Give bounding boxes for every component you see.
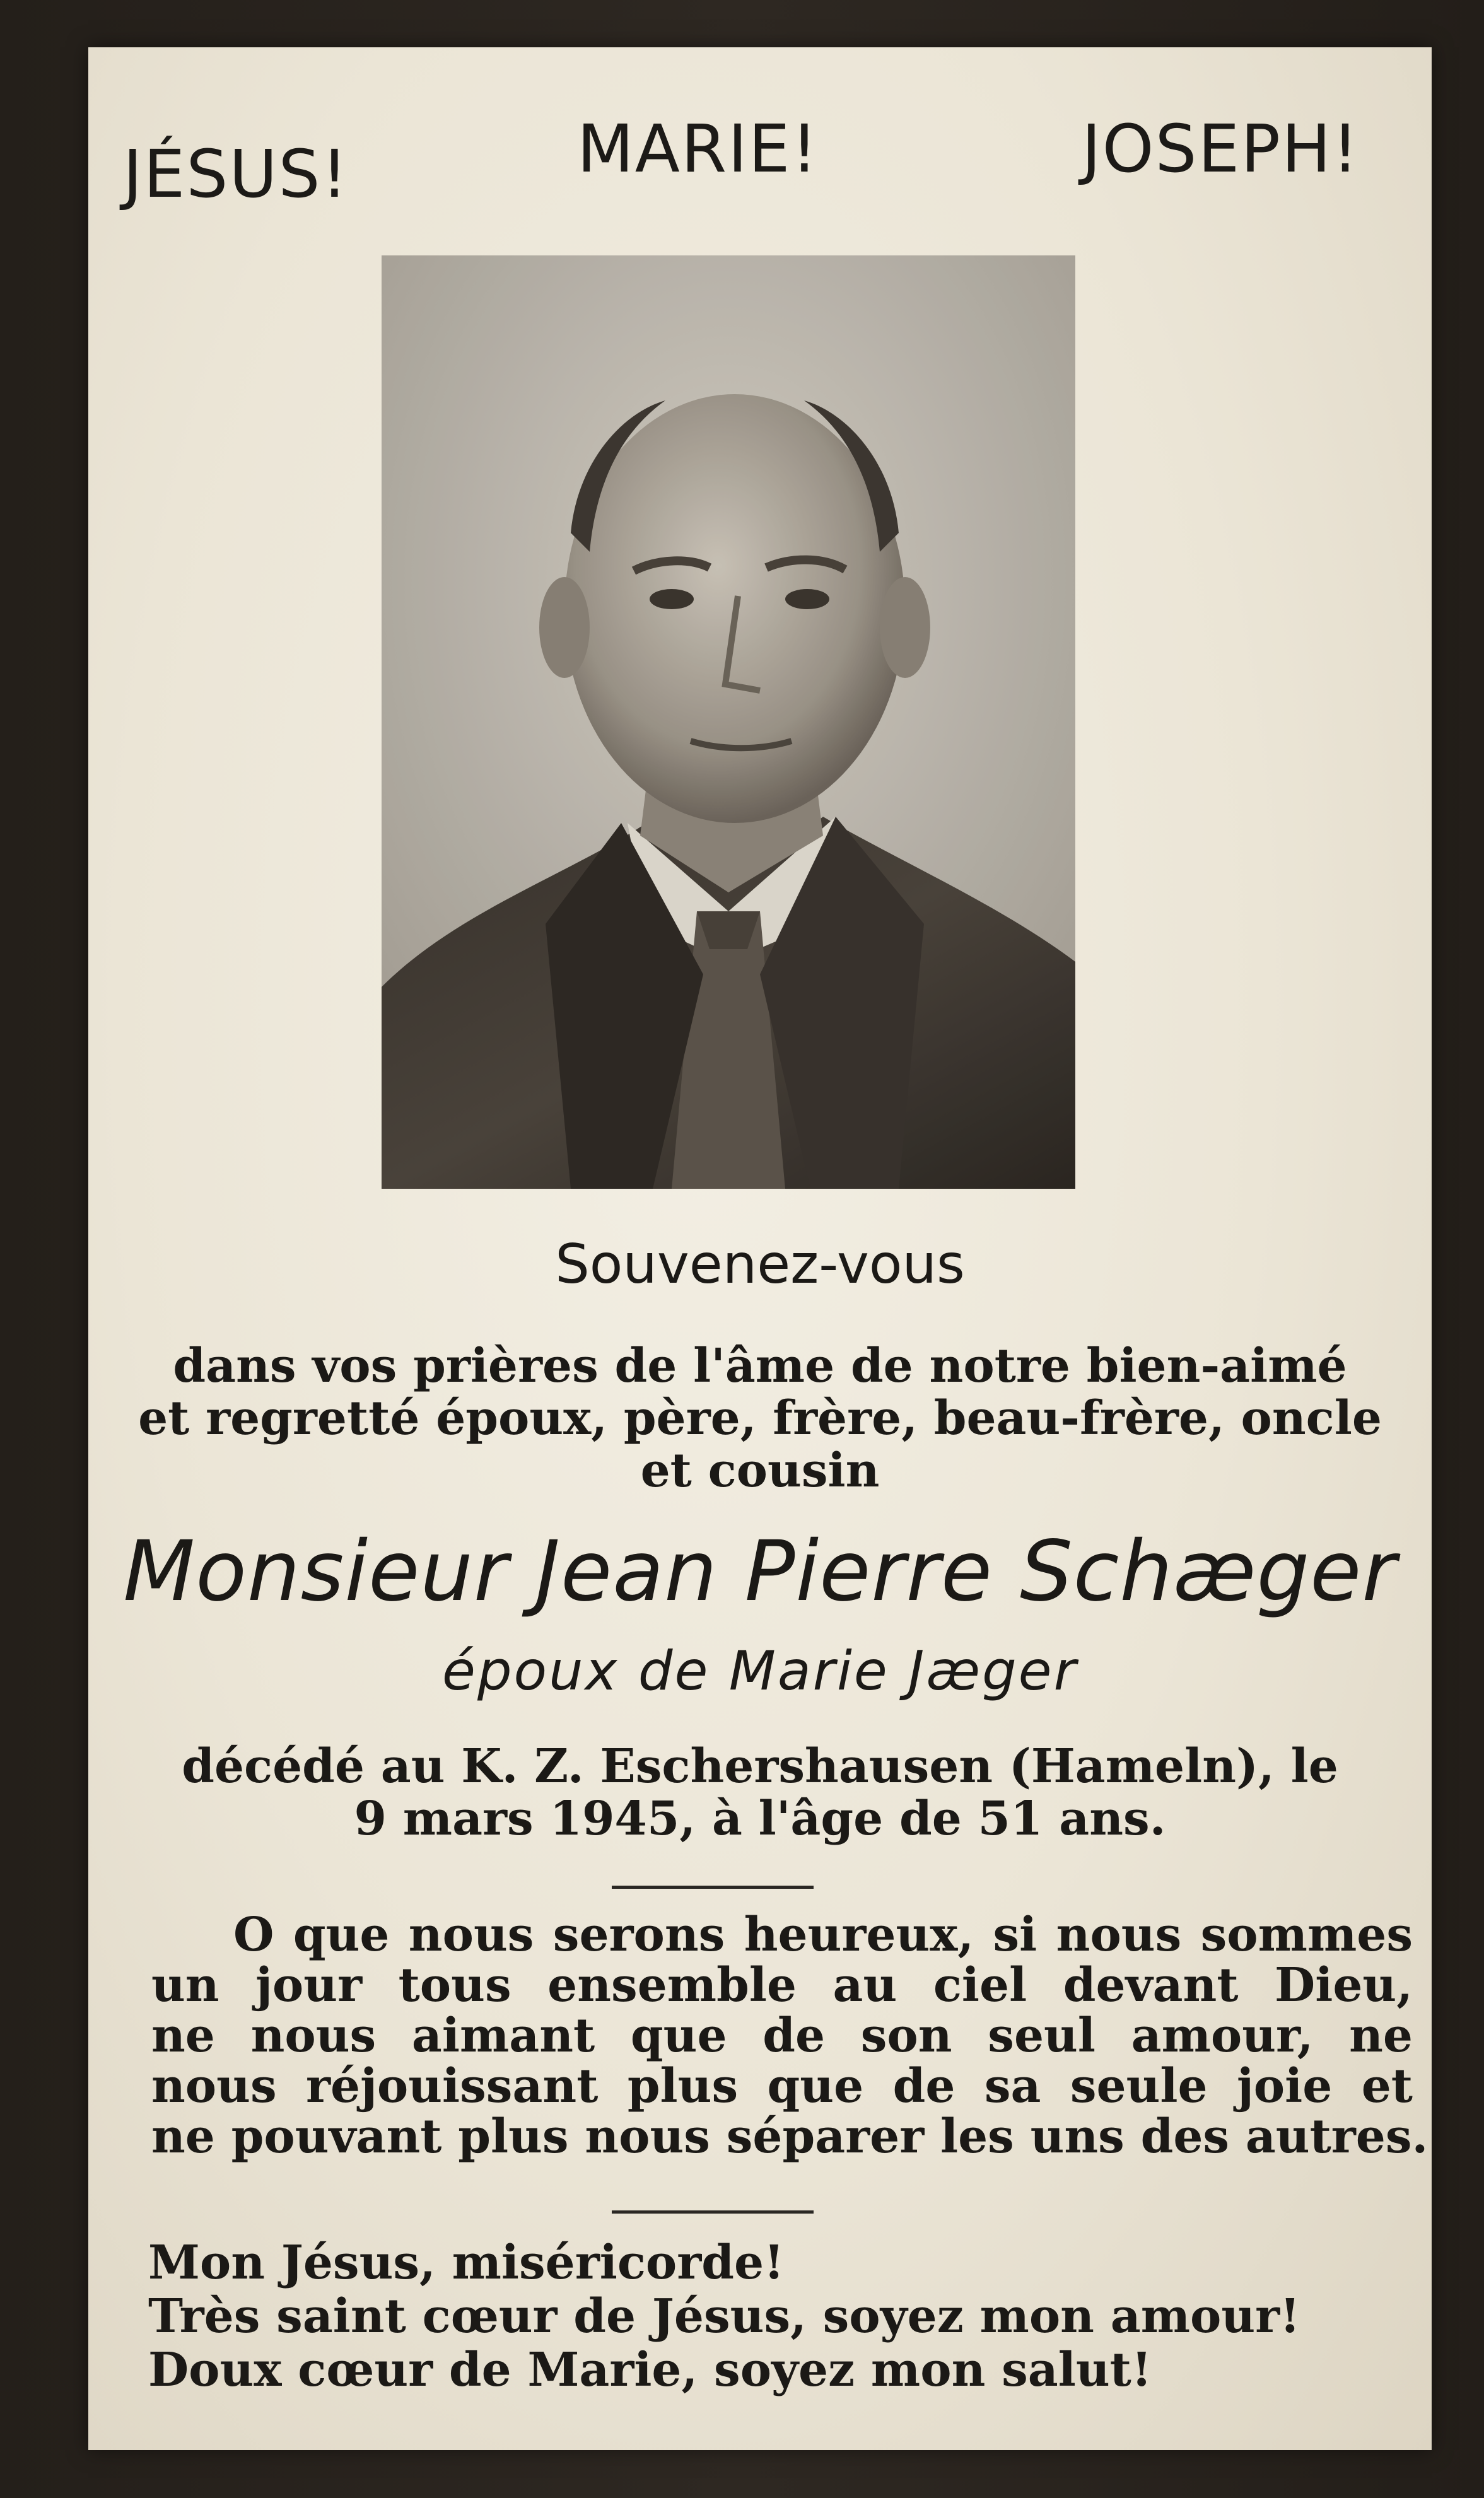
invocation-line-3: Doux cœur de Marie, soyez mon salut! (148, 2343, 1152, 2397)
death-line-2: 9 mars 1945, à l'âge de 51 ans. (354, 1792, 1166, 1846)
prayer-line-2: un jour tous ensemble au ciel devant Dieu, (151, 1958, 1413, 2012)
prayer-line-1: O que nous serons heureux, si nous sommes (233, 1908, 1413, 1962)
deceased-spouse: époux de Marie Jæger (442, 1640, 1078, 1703)
remember-line-3: et cousin (640, 1444, 880, 1498)
header-joseph: JOSEPH! (1082, 110, 1360, 187)
header-jesus: JÉSUS! (123, 136, 349, 213)
deceased-name: Monsieur Jean Pierre Schæger (123, 1523, 1397, 1620)
prayer-line-5: ne pouvant plus nous séparer les uns des autres. (151, 2110, 1428, 2164)
prayer-line-3: ne nous aimant que de son seul amour, ne (151, 2009, 1413, 2063)
header-marie: MARIE! (577, 110, 819, 187)
divider-1 (612, 1886, 814, 1889)
death-line-1: décédé au K. Z. Eschershausen (Hameln), le (182, 1739, 1338, 1794)
portrait-photo (382, 255, 1075, 1189)
remember-title: Souvenez-vous (555, 1233, 965, 1296)
divider-2 (612, 2210, 814, 2214)
remember-line-1: dans vos prières de l'âme de notre bien-aimé (173, 1339, 1347, 1393)
memorial-card (88, 47, 1432, 2450)
invocation-line-2: Très saint cœur de Jésus, soyez mon amour! (148, 2289, 1300, 2343)
prayer-line-4: nous réjouissant plus que de sa seule joie et (151, 2059, 1413, 2113)
remember-line-2: et regretté époux, père, frère, beau-frère, oncle (138, 1391, 1382, 1445)
invocation-line-1: Mon Jésus, miséricorde! (148, 2236, 785, 2290)
